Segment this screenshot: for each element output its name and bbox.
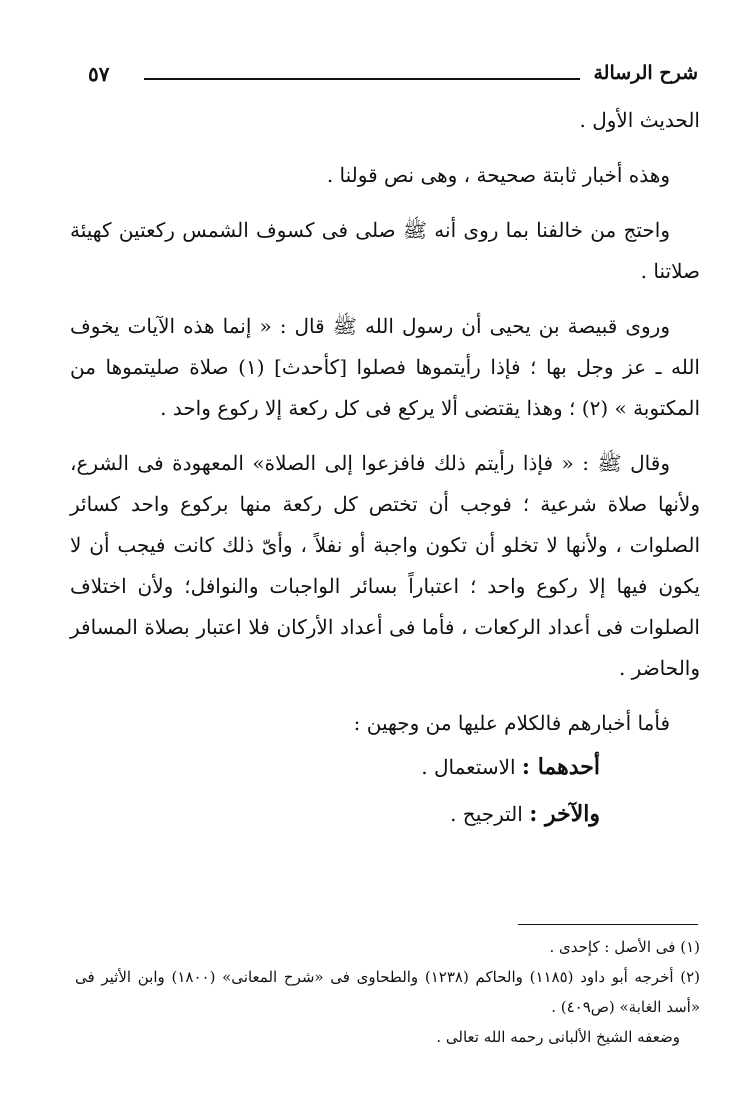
paragraph: وقال ﷺ : « فإذا رأيتم ذلك فافزعوا إلى الصلاة» المعهودة فى الشرع، ولأنها صلاة شرعية ؛ فوجب أن تختص كل ركعة منها بركوع واحد كسائر الصلوات ، ولأنها لا تخلو أن تكون واجبة أو نفلاً ، وأىّ ذلك كانت فيجب أن لا يكون فيها إلا ركوع واحد ؛ اعتباراً بسائر الواجبات والنوافل؛ ولأن اختلاف الصلوات فى أعداد الركعات ، فأما فى أعداد الأركان فلا اعتبار بصلاة المسافر والحاضر . <box>70 451 700 680</box>
page-header <box>88 62 698 92</box>
paragraph: الحديث الأول . <box>579 108 700 132</box>
footnote-rule <box>518 924 698 925</box>
paragraph: وروى قبيصة بن يحيى أن رسول الله ﷺ قال : « إنما هذه الآيات يخوف الله ـ عز وجل بها ؛ فإذا رأيتموها فصلوا [كأحدث] (١) صلاة صليتموها من المكتوبة » (٢) ؛ وهذا يقتضى ألا يركع فى كل ركعة إلا ركوع واحد . <box>70 314 700 420</box>
running-title: شرح الرسالة <box>593 62 698 84</box>
paragraph: وهذه أخبار ثابتة صحيحة ، وهى نص قولنا . <box>326 163 670 187</box>
list-item <box>70 744 700 791</box>
header-rule <box>144 78 580 80</box>
paragraph: فأما أخبارهم فالكلام عليها من وجهين : <box>353 711 670 735</box>
footnote: وضعفه الشيخ الألبانى رحمه الله تعالى . <box>436 1028 680 1046</box>
footnote: (٢) أخرجه أبو داود (١١٨٥) والحاكم (١٢٣٨) والطحاوى فى «شرح المعانى» (١٨٠٠) وابن الأثير فى «أسد الغابة» (ص٤٠٩) . <box>75 968 700 1016</box>
item-text: الاستعمال . <box>421 755 516 779</box>
main-text <box>70 100 700 838</box>
footnote: (١) فى الأصل : كإحدى . <box>549 938 700 956</box>
item-text: الترجيح . <box>450 802 523 826</box>
item-term: والآخر : <box>529 801 600 827</box>
footnotes <box>75 932 700 1052</box>
item-term: أحدهما : <box>521 754 600 780</box>
list-item <box>70 791 700 838</box>
paragraph: واحتج من خالفنا بما روى أنه ﷺ صلى فى كسوف الشمس ركعتين كهيئة صلاتنا . <box>70 218 700 283</box>
page-number: ٥٧ <box>88 62 110 86</box>
